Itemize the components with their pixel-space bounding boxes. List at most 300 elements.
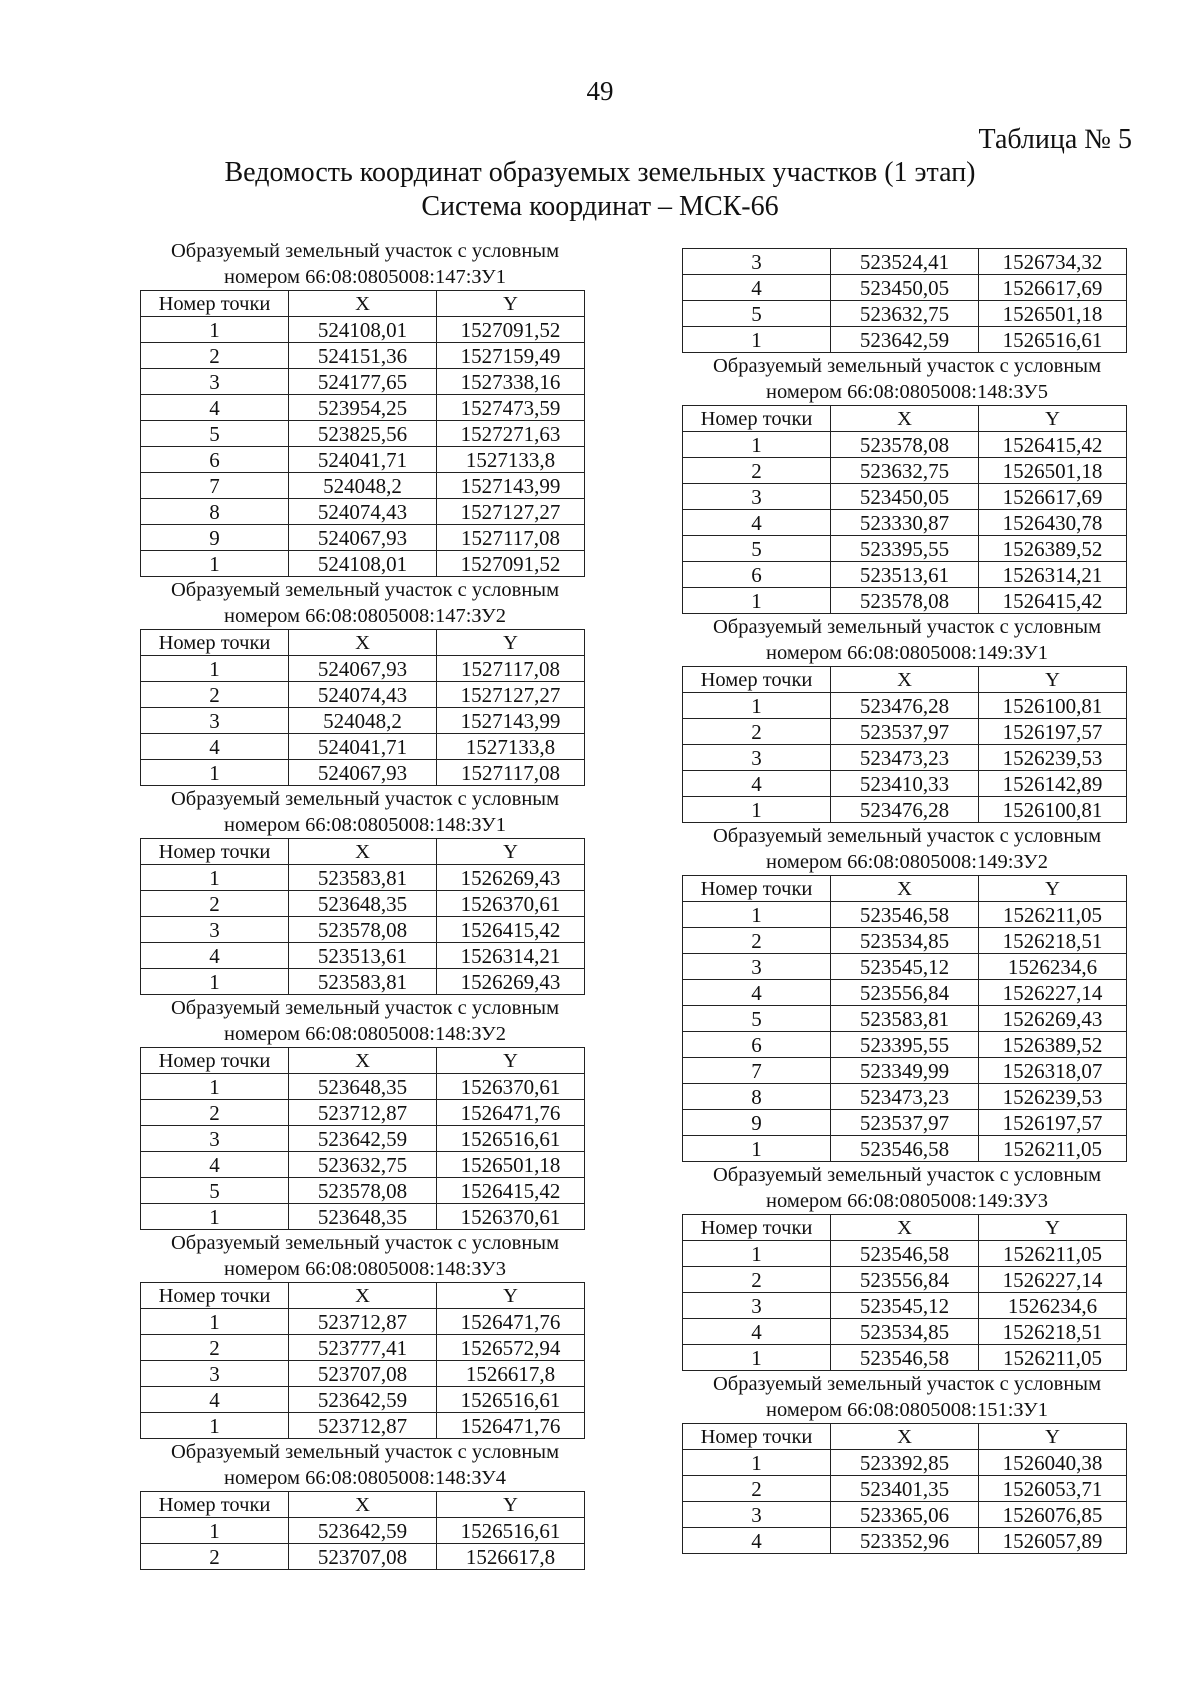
point-number-cell: 1 <box>683 327 831 353</box>
y-coordinate-cell: 1526076,85 <box>979 1502 1127 1528</box>
table-row <box>683 1136 1127 1162</box>
header-point-number: Номер точки <box>683 1424 831 1450</box>
point-number-cell: 5 <box>683 301 831 327</box>
x-coordinate-cell: 524067,93 <box>289 525 437 551</box>
y-coordinate-cell: 1526100,81 <box>979 797 1127 823</box>
table-row <box>683 693 1127 719</box>
parcel-caption-line-1: Образуемый земельный участок с условным <box>170 997 560 1019</box>
table-header-row <box>141 291 585 317</box>
table-row <box>683 1293 1127 1319</box>
point-number-cell: 3 <box>683 249 831 275</box>
x-coordinate-cell: 523712,87 <box>289 1309 437 1335</box>
y-coordinate-cell: 1526211,05 <box>979 1136 1127 1162</box>
y-coordinate-cell: 1526501,18 <box>437 1152 585 1178</box>
point-number-cell: 4 <box>683 275 831 301</box>
header-y: Y <box>979 876 1127 902</box>
header-y: Y <box>979 1215 1127 1241</box>
point-number-cell: 1 <box>683 588 831 614</box>
table-row <box>683 1476 1127 1502</box>
table-row <box>683 275 1127 301</box>
x-coordinate-cell: 523648,35 <box>289 1074 437 1100</box>
y-coordinate-cell: 1526239,53 <box>979 1084 1127 1110</box>
table-row <box>141 551 585 577</box>
point-number-cell: 1 <box>683 432 831 458</box>
point-number-cell: 4 <box>141 943 289 969</box>
x-coordinate-cell: 523648,35 <box>289 891 437 917</box>
table-row <box>141 1178 585 1204</box>
table-row <box>683 432 1127 458</box>
x-coordinate-cell: 523395,55 <box>831 536 979 562</box>
coordinates-table <box>140 1047 585 1230</box>
x-coordinate-cell: 524151,36 <box>289 343 437 369</box>
x-coordinate-cell: 523365,06 <box>831 1502 979 1528</box>
table-header-row <box>141 630 585 656</box>
y-coordinate-cell: 1526415,42 <box>979 432 1127 458</box>
header-x: X <box>831 667 979 693</box>
header-x: X <box>289 1283 437 1309</box>
parcel-caption-line-2: номером 66:08:0805008:148:ЗУ4 <box>224 1467 506 1489</box>
point-number-cell: 4 <box>141 395 289 421</box>
parcel-caption-line-2: номером 66:08:0805008:147:ЗУ1 <box>224 266 506 288</box>
x-coordinate-cell: 523537,97 <box>831 1110 979 1136</box>
header-x: X <box>289 1492 437 1518</box>
x-coordinate-cell: 523410,33 <box>831 771 979 797</box>
continuation-table <box>682 248 1127 353</box>
y-coordinate-cell: 1526234,6 <box>979 954 1127 980</box>
parcel-section <box>140 995 590 1230</box>
point-number-cell: 3 <box>683 1502 831 1528</box>
table-row <box>683 1319 1127 1345</box>
table-row <box>683 1032 1127 1058</box>
y-coordinate-cell: 1526471,76 <box>437 1413 585 1439</box>
point-number-cell: 6 <box>683 1032 831 1058</box>
parcel-section <box>682 353 1132 614</box>
title-line-1: Ведомость координат образуемых земельных участков (1 этап) <box>224 157 976 188</box>
point-number-cell: 1 <box>141 865 289 891</box>
point-number-cell: 2 <box>683 719 831 745</box>
table-row <box>683 1345 1127 1371</box>
y-coordinate-cell: 1526269,43 <box>979 1006 1127 1032</box>
x-coordinate-cell: 523450,05 <box>831 275 979 301</box>
point-number-cell: 3 <box>683 1293 831 1319</box>
y-coordinate-cell: 1527117,08 <box>437 525 585 551</box>
x-coordinate-cell: 524108,01 <box>289 551 437 577</box>
point-number-cell: 3 <box>683 745 831 771</box>
table-row <box>683 928 1127 954</box>
parcel-caption-line-1: Образуемый земельный участок с условным <box>170 1441 560 1463</box>
y-coordinate-cell: 1527133,8 <box>437 447 585 473</box>
x-coordinate-cell: 523556,84 <box>831 1267 979 1293</box>
coordinates-table <box>682 1214 1127 1371</box>
point-number-cell: 6 <box>683 562 831 588</box>
y-coordinate-cell: 1526370,61 <box>437 1074 585 1100</box>
y-coordinate-cell: 1526501,18 <box>979 301 1127 327</box>
x-coordinate-cell: 523546,58 <box>831 902 979 928</box>
x-coordinate-cell: 523546,58 <box>831 1136 979 1162</box>
table-row <box>141 1387 585 1413</box>
point-number-cell: 1 <box>141 1518 289 1544</box>
point-number-cell: 4 <box>683 1319 831 1345</box>
header-x: X <box>831 876 979 902</box>
y-coordinate-cell: 1526269,43 <box>437 969 585 995</box>
x-coordinate-cell: 524041,71 <box>289 734 437 760</box>
parcel-caption-line-2: номером 66:08:0805008:148:ЗУ5 <box>766 381 1048 403</box>
point-number-cell: 1 <box>141 969 289 995</box>
parcel-caption <box>682 353 1132 405</box>
table-row <box>141 1074 585 1100</box>
header-x: X <box>289 291 437 317</box>
table-header-row <box>683 876 1127 902</box>
point-number-cell: 3 <box>683 954 831 980</box>
x-coordinate-cell: 523534,85 <box>831 1319 979 1345</box>
point-number-cell: 1 <box>683 1136 831 1162</box>
parcel-caption-line-1: Образуемый земельный участок с условным <box>712 355 1102 377</box>
y-coordinate-cell: 1526211,05 <box>979 902 1127 928</box>
header-x: X <box>831 1424 979 1450</box>
parcel-section <box>682 614 1132 823</box>
y-coordinate-cell: 1526415,42 <box>437 917 585 943</box>
table-row <box>141 1152 585 1178</box>
y-coordinate-cell: 1527143,99 <box>437 473 585 499</box>
table-row <box>683 902 1127 928</box>
x-coordinate-cell: 523578,08 <box>289 1178 437 1204</box>
point-number-cell: 6 <box>141 447 289 473</box>
x-coordinate-cell: 523583,81 <box>831 1006 979 1032</box>
table-header-row <box>141 839 585 865</box>
point-number-cell: 8 <box>683 1084 831 1110</box>
table-row <box>683 301 1127 327</box>
y-coordinate-cell: 1526269,43 <box>437 865 585 891</box>
point-number-cell: 3 <box>141 1126 289 1152</box>
parcel-caption-line-2: номером 66:08:0805008:147:ЗУ2 <box>224 605 506 627</box>
parcel-caption <box>682 614 1132 666</box>
parcel-caption <box>140 1439 590 1491</box>
x-coordinate-cell: 524177,65 <box>289 369 437 395</box>
table-row <box>683 510 1127 536</box>
title-line-2: Система координат – МСК-66 <box>421 191 779 222</box>
header-point-number: Номер точки <box>141 630 289 656</box>
header-y: Y <box>437 839 585 865</box>
table-row <box>683 1006 1127 1032</box>
header-point-number: Номер точки <box>141 1492 289 1518</box>
table-row <box>141 369 585 395</box>
y-coordinate-cell: 1526227,14 <box>979 1267 1127 1293</box>
x-coordinate-cell: 523632,75 <box>831 458 979 484</box>
parcel-section <box>140 1439 590 1570</box>
x-coordinate-cell: 523401,35 <box>831 1476 979 1502</box>
x-coordinate-cell: 523546,58 <box>831 1345 979 1371</box>
y-coordinate-cell: 1526471,76 <box>437 1309 585 1335</box>
point-number-cell: 1 <box>141 1204 289 1230</box>
table-row <box>141 1361 585 1387</box>
table-header-row <box>683 406 1127 432</box>
point-number-cell: 2 <box>141 1100 289 1126</box>
point-number-cell: 4 <box>683 1528 831 1554</box>
x-coordinate-cell: 523330,87 <box>831 510 979 536</box>
x-coordinate-cell: 523777,41 <box>289 1335 437 1361</box>
parcel-caption <box>682 1371 1132 1423</box>
point-number-cell: 2 <box>683 928 831 954</box>
point-number-cell: 4 <box>683 771 831 797</box>
parcel-caption-line-1: Образуемый земельный участок с условным <box>170 788 560 810</box>
parcel-caption <box>140 1230 590 1282</box>
table-row <box>683 1241 1127 1267</box>
y-coordinate-cell: 1526197,57 <box>979 719 1127 745</box>
table-row <box>141 1518 585 1544</box>
table-row <box>141 1100 585 1126</box>
x-coordinate-cell: 524048,2 <box>289 473 437 499</box>
parcel-caption-line-1: Образуемый земельный участок с условным <box>712 1373 1102 1395</box>
x-coordinate-cell: 523954,25 <box>289 395 437 421</box>
y-coordinate-cell: 1526415,42 <box>437 1178 585 1204</box>
header-y: Y <box>437 1283 585 1309</box>
y-coordinate-cell: 1526617,69 <box>979 275 1127 301</box>
table-row <box>141 317 585 343</box>
y-coordinate-cell: 1526370,61 <box>437 1204 585 1230</box>
parcel-caption-line-1: Образуемый земельный участок с условным <box>712 1164 1102 1186</box>
table-row <box>683 536 1127 562</box>
point-number-cell: 2 <box>141 1335 289 1361</box>
x-coordinate-cell: 523450,05 <box>831 484 979 510</box>
x-coordinate-cell: 524108,01 <box>289 317 437 343</box>
header-y: Y <box>979 406 1127 432</box>
point-number-cell: 3 <box>683 484 831 510</box>
parcel-section <box>140 577 590 786</box>
parcel-caption-line-2: номером 66:08:0805008:151:ЗУ1 <box>766 1399 1048 1421</box>
parcel-section <box>682 1162 1132 1371</box>
table-header-row <box>141 1283 585 1309</box>
x-coordinate-cell: 523583,81 <box>289 969 437 995</box>
x-coordinate-cell: 523578,08 <box>289 917 437 943</box>
x-coordinate-cell: 523578,08 <box>831 432 979 458</box>
point-number-cell: 7 <box>683 1058 831 1084</box>
point-number-cell: 4 <box>683 980 831 1006</box>
header-point-number: Номер точки <box>141 839 289 865</box>
table-row <box>683 1058 1127 1084</box>
point-number-cell: 2 <box>683 1476 831 1502</box>
x-coordinate-cell: 523712,87 <box>289 1413 437 1439</box>
table-row <box>141 1126 585 1152</box>
y-coordinate-cell: 1526142,89 <box>979 771 1127 797</box>
point-number-cell: 3 <box>141 917 289 943</box>
y-coordinate-cell: 1526516,61 <box>979 327 1127 353</box>
y-coordinate-cell: 1527117,08 <box>437 656 585 682</box>
x-coordinate-cell: 523712,87 <box>289 1100 437 1126</box>
table-label: Таблица № 5 <box>978 124 1132 155</box>
y-coordinate-cell: 1526314,21 <box>979 562 1127 588</box>
point-number-cell: 1 <box>683 1450 831 1476</box>
x-coordinate-cell: 523632,75 <box>831 301 979 327</box>
y-coordinate-cell: 1526211,05 <box>979 1241 1127 1267</box>
coordinates-table <box>140 290 585 577</box>
point-number-cell: 1 <box>141 760 289 786</box>
table-row <box>141 421 585 447</box>
point-number-cell: 3 <box>141 369 289 395</box>
y-coordinate-cell: 1526415,42 <box>979 588 1127 614</box>
table-row <box>683 797 1127 823</box>
y-coordinate-cell: 1526572,94 <box>437 1335 585 1361</box>
left-column <box>140 238 590 1570</box>
parcel-section <box>682 1371 1132 1554</box>
point-number-cell: 9 <box>683 1110 831 1136</box>
point-number-cell: 1 <box>683 797 831 823</box>
header-x: X <box>289 630 437 656</box>
table-row <box>683 484 1127 510</box>
table-row <box>683 1110 1127 1136</box>
x-coordinate-cell: 523545,12 <box>831 1293 979 1319</box>
parcel-section <box>682 823 1132 1162</box>
header-y: Y <box>437 630 585 656</box>
y-coordinate-cell: 1527091,52 <box>437 317 585 343</box>
x-coordinate-cell: 523537,97 <box>831 719 979 745</box>
header-y: Y <box>979 667 1127 693</box>
header-point-number: Номер точки <box>683 1215 831 1241</box>
x-coordinate-cell: 523473,23 <box>831 1084 979 1110</box>
x-coordinate-cell: 523545,12 <box>831 954 979 980</box>
header-y: Y <box>437 291 585 317</box>
point-number-cell: 2 <box>683 458 831 484</box>
parcel-caption <box>140 238 590 290</box>
x-coordinate-cell: 524041,71 <box>289 447 437 473</box>
point-number-cell: 1 <box>683 902 831 928</box>
point-number-cell: 4 <box>683 510 831 536</box>
coordinates-table <box>140 629 585 786</box>
table-row <box>141 917 585 943</box>
y-coordinate-cell: 1527271,63 <box>437 421 585 447</box>
coordinates-table <box>140 1282 585 1439</box>
table-row <box>683 1502 1127 1528</box>
x-coordinate-cell: 524074,43 <box>289 682 437 708</box>
point-number-cell: 3 <box>141 708 289 734</box>
y-coordinate-cell: 1526053,71 <box>979 1476 1127 1502</box>
point-number-cell: 1 <box>683 1345 831 1371</box>
x-coordinate-cell: 523642,59 <box>289 1126 437 1152</box>
parcel-section <box>140 1230 590 1439</box>
parcel-caption-line-1: Образуемый земельный участок с условным <box>712 825 1102 847</box>
table-row <box>141 943 585 969</box>
x-coordinate-cell: 523513,61 <box>831 562 979 588</box>
point-number-cell: 4 <box>141 1387 289 1413</box>
x-coordinate-cell: 523583,81 <box>289 865 437 891</box>
table-row <box>683 327 1127 353</box>
x-coordinate-cell: 523534,85 <box>831 928 979 954</box>
table-row <box>141 656 585 682</box>
y-coordinate-cell: 1527117,08 <box>437 760 585 786</box>
point-number-cell: 9 <box>141 525 289 551</box>
y-coordinate-cell: 1526218,51 <box>979 928 1127 954</box>
x-coordinate-cell: 523707,08 <box>289 1544 437 1570</box>
point-number-cell: 3 <box>141 1361 289 1387</box>
point-number-cell: 2 <box>141 891 289 917</box>
point-number-cell: 5 <box>683 1006 831 1032</box>
table-row <box>141 682 585 708</box>
parcel-caption <box>682 1162 1132 1214</box>
table-row <box>141 969 585 995</box>
x-coordinate-cell: 523352,96 <box>831 1528 979 1554</box>
y-coordinate-cell: 1526617,8 <box>437 1544 585 1570</box>
header-y: Y <box>437 1492 585 1518</box>
parcel-caption-line-1: Образуемый земельный участок с условным <box>170 579 560 601</box>
x-coordinate-cell: 523556,84 <box>831 980 979 1006</box>
table-row <box>141 1309 585 1335</box>
y-coordinate-cell: 1526389,52 <box>979 1032 1127 1058</box>
parcel-caption-line-1: Образуемый земельный участок с условным <box>170 1232 560 1254</box>
y-coordinate-cell: 1526314,21 <box>437 943 585 969</box>
point-number-cell: 1 <box>141 1309 289 1335</box>
coordinates-table <box>682 1423 1127 1554</box>
table-row <box>141 395 585 421</box>
point-number-cell: 1 <box>141 656 289 682</box>
table-row <box>141 1335 585 1361</box>
y-coordinate-cell: 1526516,61 <box>437 1387 585 1413</box>
y-coordinate-cell: 1527133,8 <box>437 734 585 760</box>
table-header-row <box>683 667 1127 693</box>
page-number: 49 <box>586 76 614 106</box>
x-coordinate-cell: 523642,59 <box>289 1518 437 1544</box>
y-coordinate-cell: 1526211,05 <box>979 1345 1127 1371</box>
x-coordinate-cell: 523473,23 <box>831 745 979 771</box>
header-point-number: Номер точки <box>683 667 831 693</box>
point-number-cell: 4 <box>141 1152 289 1178</box>
document-title <box>0 156 1200 224</box>
y-coordinate-cell: 1527159,49 <box>437 343 585 369</box>
y-coordinate-cell: 1526471,76 <box>437 1100 585 1126</box>
table-row <box>683 1084 1127 1110</box>
point-number-cell: 4 <box>141 734 289 760</box>
y-coordinate-cell: 1527473,59 <box>437 395 585 421</box>
y-coordinate-cell: 1526516,61 <box>437 1126 585 1152</box>
table-row <box>683 588 1127 614</box>
x-coordinate-cell: 524067,93 <box>289 760 437 786</box>
x-coordinate-cell: 523513,61 <box>289 943 437 969</box>
x-coordinate-cell: 523825,56 <box>289 421 437 447</box>
coordinates-table <box>682 405 1127 614</box>
table-row <box>141 865 585 891</box>
table-row <box>683 719 1127 745</box>
parcel-caption <box>140 786 590 838</box>
table-header-row <box>141 1492 585 1518</box>
y-coordinate-cell: 1526040,38 <box>979 1450 1127 1476</box>
table-row <box>683 562 1127 588</box>
right-column <box>682 248 1132 1554</box>
table-row <box>683 1528 1127 1554</box>
parcel-caption-line-2: номером 66:08:0805008:148:ЗУ1 <box>224 814 506 836</box>
table-row <box>141 1204 585 1230</box>
parcel-caption-line-2: номером 66:08:0805008:148:ЗУ3 <box>224 1258 506 1280</box>
parcel-caption-line-2: номером 66:08:0805008:149:ЗУ1 <box>766 642 1048 664</box>
table-row <box>141 760 585 786</box>
point-number-cell: 2 <box>141 1544 289 1570</box>
y-coordinate-cell: 1526100,81 <box>979 693 1127 719</box>
table-row <box>141 891 585 917</box>
parcel-caption-line-1: Образуемый земельный участок с условным <box>170 240 560 262</box>
y-coordinate-cell: 1526197,57 <box>979 1110 1127 1136</box>
y-coordinate-cell: 1526617,69 <box>979 484 1127 510</box>
x-coordinate-cell: 523349,99 <box>831 1058 979 1084</box>
parcel-caption <box>140 995 590 1047</box>
table-row <box>141 525 585 551</box>
table-row <box>683 954 1127 980</box>
table-row <box>141 499 585 525</box>
parcel-caption-line-2: номером 66:08:0805008:149:ЗУ3 <box>766 1190 1048 1212</box>
table-row <box>683 771 1127 797</box>
y-coordinate-cell: 1526057,89 <box>979 1528 1127 1554</box>
y-coordinate-cell: 1527143,99 <box>437 708 585 734</box>
coordinates-table <box>140 1491 585 1570</box>
header-point-number: Номер точки <box>683 406 831 432</box>
point-number-cell: 1 <box>141 1413 289 1439</box>
header-x: X <box>289 839 437 865</box>
